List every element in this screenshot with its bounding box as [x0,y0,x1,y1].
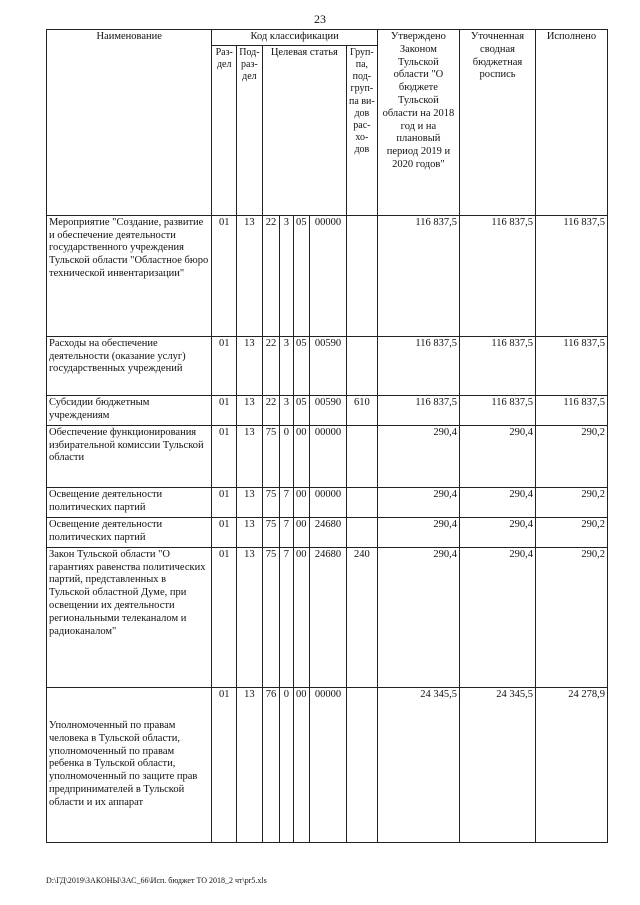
row-section: 01 [212,215,237,336]
row-name: Мероприятие "Создание, развитие и обеспечение деятельности государственного учреждения Тульской области "Областное бюро технической инвентаризации" [47,215,212,336]
row-executed: 116 837,5 [536,336,608,395]
row-target-program: 22 [262,395,279,425]
budget-table [46,29,608,843]
row-approved: 290,4 [377,487,459,517]
row-name: Освещение деятельности политических партий [47,517,212,547]
row-target-event: 00 [293,425,309,487]
row-target-direction: 00590 [309,336,346,395]
file-path-footer: D:\ГД\2019\ЗАКОНЫ\ЗАС_66\Исп. бюджет ТО 2018_2 чт\pr5.xls [46,876,267,885]
row-refined: 116 837,5 [460,215,536,336]
row-target-subprogram: 7 [280,547,293,687]
row-section: 01 [212,517,237,547]
row-target-event: 00 [293,687,309,842]
row-target-direction: 00000 [309,215,346,336]
row-group [346,425,377,487]
table-row [47,395,608,425]
row-target-subprogram: 0 [280,425,293,487]
row-refined: 116 837,5 [460,395,536,425]
row-name: Обеспечение функционирования избирательной комиссии Тульской области [47,425,212,487]
header-executed: Исполнено [536,30,608,216]
row-executed: 116 837,5 [536,395,608,425]
row-refined: 24 345,5 [460,687,536,842]
row-executed: 24 278,9 [536,687,608,842]
row-section: 01 [212,547,237,687]
row-target-program: 75 [262,425,279,487]
row-approved: 290,4 [377,517,459,547]
row-target-direction: 00000 [309,487,346,517]
row-target-program: 75 [262,547,279,687]
row-refined: 290,4 [460,547,536,687]
row-target-direction: 00000 [309,687,346,842]
row-section: 01 [212,395,237,425]
row-subsection: 13 [237,487,263,517]
row-refined: 290,4 [460,487,536,517]
row-target-direction: 24680 [309,547,346,687]
row-group [346,215,377,336]
row-approved: 116 837,5 [377,215,459,336]
row-approved: 24 345,5 [377,687,459,842]
row-name: Освещение деятельности политических партий [47,487,212,517]
table-row [47,336,608,395]
row-target-subprogram: 7 [280,487,293,517]
row-subsection: 13 [237,336,263,395]
row-group: 610 [346,395,377,425]
header-group: Груп-па, под-груп-па ви-дов рас-хо-дов [346,45,377,215]
row-group [346,336,377,395]
row-name: Субсидии бюджетным учреждениям [47,395,212,425]
row-executed: 290,2 [536,547,608,687]
row-target-direction: 24680 [309,517,346,547]
row-section: 01 [212,487,237,517]
row-target-direction: 00590 [309,395,346,425]
row-group [346,487,377,517]
row-target-event: 05 [293,336,309,395]
row-group [346,687,377,842]
header-code: Код классификации [212,30,377,46]
row-target-event: 05 [293,215,309,336]
row-target-subprogram: 3 [280,395,293,425]
row-executed: 290,2 [536,517,608,547]
table-row [47,547,608,687]
header-section: Раз-дел [212,45,237,215]
row-target-subprogram: 0 [280,687,293,842]
row-subsection: 13 [237,425,263,487]
row-name: Закон Тульской области "О гарантиях равенства политических партий, представленных в Тульской областной Думе, при освещении их деятельности региональными телеканалом и радиоканалом" [47,547,212,687]
row-target-direction: 00000 [309,425,346,487]
row-section: 01 [212,336,237,395]
row-subsection: 13 [237,547,263,687]
row-target-program: 76 [262,687,279,842]
header-approved: Утверждено Законом Тульской области "О бюджете Тульской области на 2018 год и на плановый период 2019 и 2020 годов" [377,30,459,216]
row-approved: 290,4 [377,425,459,487]
table-row [47,687,608,842]
table-row [47,215,608,336]
row-target-event: 00 [293,517,309,547]
row-target-program: 75 [262,517,279,547]
row-subsection: 13 [237,517,263,547]
row-approved: 116 837,5 [377,336,459,395]
row-executed: 116 837,5 [536,215,608,336]
row-group: 240 [346,547,377,687]
row-refined: 290,4 [460,517,536,547]
header-target: Целевая статья [262,45,346,215]
row-target-event: 05 [293,395,309,425]
row-target-event: 00 [293,487,309,517]
row-target-subprogram: 3 [280,336,293,395]
row-section: 01 [212,687,237,842]
row-target-subprogram: 7 [280,517,293,547]
row-name: Уполномоченный по правам человека в Тульской области, уполномоченный по правам ребенка в Тульской области, уполномоченный по защите прав предпринимателей в Тульской области и их аппарат [47,687,212,842]
row-subsection: 13 [237,687,263,842]
table-row [47,487,608,517]
row-subsection: 13 [237,215,263,336]
row-group [346,517,377,547]
row-target-program: 22 [262,215,279,336]
row-subsection: 13 [237,395,263,425]
row-target-subprogram: 3 [280,215,293,336]
row-target-program: 75 [262,487,279,517]
row-refined: 290,4 [460,425,536,487]
row-target-event: 00 [293,547,309,687]
table-row [47,517,608,547]
header-name: Наименование [47,30,212,216]
row-target-program: 22 [262,336,279,395]
row-approved: 116 837,5 [377,395,459,425]
row-executed: 290,2 [536,425,608,487]
row-approved: 290,4 [377,547,459,687]
header-refined: Уточненная сводная бюджетная роспись [460,30,536,216]
table-row [47,425,608,487]
row-executed: 290,2 [536,487,608,517]
row-section: 01 [212,425,237,487]
header-subsection: Под-раз-дел [237,45,263,215]
row-refined: 116 837,5 [460,336,536,395]
page-number: 23 [314,12,326,26]
row-name: Расходы на обеспечение деятельности (оказание услуг) государственных учреждений [47,336,212,395]
